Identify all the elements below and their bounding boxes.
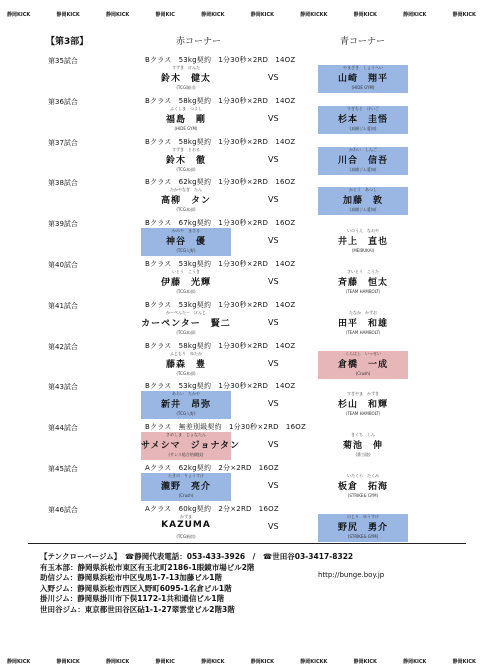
red-corner-heading: 赤コーナー	[176, 37, 222, 47]
strip-label: 静岡KICK	[7, 659, 31, 665]
fighter-furigana: かみや まさる	[172, 228, 200, 234]
fighter-furigana: すぎやま かずき	[347, 391, 379, 397]
fighter-name: 杉山 和輝	[337, 400, 388, 411]
bout-number: 第46試合	[48, 505, 78, 514]
blue-fighter	[318, 147, 408, 175]
strip-label: 静岡KICKK	[300, 12, 328, 18]
fighter-gym: (番当陸)	[355, 452, 371, 458]
blue-fighter	[318, 310, 408, 338]
bout-number: 第36試合	[48, 97, 78, 106]
bout-row	[0, 421, 480, 462]
footer-contact	[40, 552, 460, 615]
part-label: 【第3部】	[46, 37, 89, 47]
fighter-gym: (HIDE GYM)	[351, 85, 375, 90]
fighter-gym: (真樹ジム愛知)	[349, 125, 377, 131]
bout-number: 第39試合	[48, 220, 78, 229]
fighter-name: KAZUMA	[161, 519, 211, 530]
fighter-furigana: たかやなぎ たん	[170, 187, 202, 193]
strip-label: 静岡KICK	[201, 659, 225, 665]
blue-fighter	[318, 65, 408, 93]
fighter-furigana: たなか かずお	[349, 309, 377, 315]
strip-label: 静岡KICK	[201, 12, 225, 18]
bout-number: 第44試合	[48, 424, 78, 433]
vs-label: VS	[268, 358, 279, 368]
fighter-gym: (TCG入野)	[176, 411, 196, 417]
blue-fighter	[318, 269, 408, 297]
blue-fighter	[318, 514, 408, 542]
bout-number: 第38試合	[48, 179, 78, 188]
red-fighter	[141, 432, 241, 460]
fighter-gym: (TCG本部)	[176, 166, 196, 172]
strip-label: 静岡KICK	[452, 659, 476, 665]
fighter-furigana: かわい しんご	[349, 146, 377, 152]
fighter-furigana: かとう あつし	[349, 187, 377, 193]
fighter-name: 菊池 伸	[342, 441, 383, 452]
red-fighter	[141, 65, 231, 93]
strip-label: 静岡KICK	[106, 12, 130, 18]
strip-label: 静岡KICK	[250, 12, 274, 18]
fighter-gym: (真樹ジム愛知)	[349, 166, 377, 172]
fighter-gym: (Crush)	[178, 493, 194, 498]
strip-label: 静岡KICK	[106, 659, 130, 665]
fighter-furigana: すずき とおる	[171, 146, 201, 152]
strip-label: 静岡KICK	[56, 659, 80, 665]
bout-row	[0, 176, 480, 217]
fighter-name: 板倉 拓海	[337, 482, 388, 492]
blue-fighter	[318, 473, 408, 501]
fighter-furigana: いとう こうき	[172, 269, 200, 274]
vs-label: VS	[268, 195, 279, 205]
fighter-furigana: かずま	[180, 513, 192, 519]
blue-fighter	[318, 351, 408, 379]
fighter-furigana: ふじもり ゆたか	[170, 350, 202, 356]
bout-rule: Bクラス 53kg契約 1分30秒×2RD 14OZ	[145, 382, 296, 391]
fighter-gym: (STRIKE& GYM)	[347, 533, 379, 539]
vs-label: VS	[268, 521, 279, 531]
red-fighter	[141, 351, 231, 379]
bout-row	[0, 95, 480, 136]
bout-rule: Bクラス 53kg契約 1分30秒×2RD 14OZ	[145, 300, 296, 309]
red-fighter	[141, 391, 231, 419]
fighter-gym: (HIDE GYM)	[174, 125, 198, 131]
fighter-name: 田平 和雄	[337, 318, 388, 329]
bout-number: 第41試合	[48, 301, 78, 310]
bout-number: 第45試合	[48, 465, 78, 473]
fighter-gym: (TCG新宿)	[176, 533, 196, 539]
strip-label: 静岡KICK	[353, 12, 377, 18]
bout-rule: Bクラス 53kg契約 1分30秒×2RD 14OZ	[145, 56, 296, 64]
blue-fighter	[318, 106, 408, 134]
bout-number: 第37試合	[48, 138, 78, 147]
vs-label: VS	[268, 481, 279, 490]
fighter-name: 高柳 タン	[160, 196, 211, 207]
fighter-gym: (TEAM HAMBOLT)	[345, 329, 381, 335]
fighter-furigana: さいとう こうた	[347, 269, 379, 274]
fighter-name: 倉橋 一成	[337, 359, 388, 370]
fighter-furigana: やまざき しょうへい	[343, 65, 383, 70]
fighter-name: サメシマ ジョナタン	[141, 441, 241, 452]
strip-label: 静岡KIC	[155, 659, 175, 665]
fighter-name: 新井 昂弥	[160, 400, 211, 411]
fighter-gym: (STRIKE& GYM)	[347, 493, 379, 498]
bout-row	[0, 54, 480, 95]
fighter-furigana: すぎもと けいご	[347, 105, 379, 111]
bout-rule: Aクラス 62kg契約 2分×2RD 16OZ	[145, 464, 279, 472]
fighter-gym: (TCG本部)	[176, 370, 196, 376]
fighter-name: 福島 剛	[165, 114, 206, 125]
fighter-gym: (TCG本部)	[176, 329, 196, 335]
bout-rule: Bクラス 67kg契約 1分30秒×2RD 16OZ	[145, 219, 296, 228]
fighter-gym: (TCG湖川)	[176, 85, 196, 90]
fighter-gym: (Crush)	[355, 370, 371, 376]
red-fighter	[141, 514, 231, 542]
blue-corner-heading: 青コーナー	[340, 37, 386, 47]
strip-label: 静岡KICKK	[300, 659, 328, 665]
footer-address-irino: 入野ジム：静岡県浜松市西区入野町6095-1名倉ビル1階	[40, 583, 232, 593]
fighter-gym: (サレス総合格闘技)	[168, 452, 204, 458]
fighter-furigana: いのうえ なおや	[347, 228, 379, 234]
strip-label: 静岡KICK	[403, 12, 427, 18]
footer-address-setagaya: 世田谷ジム：東京都世田谷区砧1-1-27翠雲堂ビル2階3階	[40, 604, 235, 614]
fighter-gym: (TCG本部)	[176, 289, 196, 294]
fighter-furigana: あらい たかや	[172, 391, 200, 397]
bout-number: 第42試合	[48, 342, 78, 351]
bout-row	[0, 340, 480, 381]
bout-row	[0, 380, 480, 421]
fighter-furigana: きくち しん	[351, 432, 375, 438]
bout-row	[0, 462, 480, 503]
fighter-name: 神谷 優	[165, 237, 206, 248]
footer-address-kakegawa: 掛川ジム：静岡県掛川市下俣1172-1共和通信ビル1階	[40, 594, 225, 603]
fighter-furigana: かーぺんたー けんじ	[166, 309, 206, 315]
red-fighter	[141, 310, 231, 338]
bout-rule: Bクラス 62kg契約 1分30秒×2RD 16OZ	[145, 178, 296, 187]
red-fighter	[141, 187, 231, 215]
blue-fighter	[318, 432, 408, 460]
blue-fighter	[318, 228, 408, 256]
red-fighter	[141, 147, 231, 175]
fighter-gym: (TCG入野)	[176, 248, 196, 254]
vs-label: VS	[268, 440, 279, 450]
website-url[interactable]: http://bunge.boy.jp	[318, 571, 385, 579]
red-fighter	[141, 473, 231, 501]
red-fighter	[141, 228, 231, 256]
strip-label: 静岡KICK	[56, 12, 80, 18]
fighter-name: カーペンター 賢二	[141, 318, 231, 329]
bout-rule: Bクラス 58kg契約 1分30秒×2RD 14OZ	[145, 96, 296, 105]
bout-row	[0, 217, 480, 258]
fighter-name: 藤森 豊	[165, 359, 206, 370]
bout-row	[0, 299, 480, 340]
fighter-name: 加藤 敦	[342, 196, 383, 207]
fighter-name: 斉藤 恒太	[337, 278, 388, 288]
fighter-furigana: すずき けんた	[171, 65, 201, 70]
bout-rule: Bクラス 53kg契約 1分30秒×2RD 14OZ	[145, 260, 296, 268]
fighter-furigana: くらはし いっせい	[345, 350, 381, 356]
vs-label: VS	[268, 317, 279, 327]
footer-address-sukenobu: 助信ジム：静岡県浜松市中区曳馬1-7-13加藤ビル1階	[40, 573, 223, 582]
bout-rule: Bクラス 58kg契約 1分30秒×2RD 14OZ	[145, 341, 296, 350]
fighter-furigana: いたくら たくみ	[347, 473, 379, 478]
bout-number: 第43試合	[48, 383, 78, 392]
vs-label: VS	[268, 277, 279, 286]
strip-label: 静岡KIC	[155, 12, 175, 18]
footer-title-phone: 【テンクローバージム】 ☎静岡代表電話：053-433-3926 / ☎世田谷03-3417-8322	[40, 552, 354, 561]
fighter-furigana: のじり ゆうすけ	[347, 513, 379, 519]
divider	[28, 543, 466, 544]
fighter-name: 野尻 勇介	[337, 522, 388, 533]
vs-label: VS	[268, 399, 279, 409]
footer-address-honbu: 有玉本部：静岡県浜松市東区有玉北町2186-1眼鏡市場ビル2階	[40, 562, 255, 572]
strip-label: 静岡KICK	[403, 659, 427, 665]
fighter-name: 伊藤 光輝	[160, 278, 211, 288]
fighter-gym: (TCG本部)	[176, 207, 196, 213]
bout-row	[0, 136, 480, 177]
strip-label: 静岡KICK	[250, 659, 274, 665]
bout-rule: Bクラス 58kg契約 1分30秒×2RD 14OZ	[145, 137, 296, 146]
blue-fighter	[318, 187, 408, 215]
vs-label: VS	[268, 154, 279, 164]
fighter-name: 井上 直也	[337, 237, 388, 248]
fighter-furigana: さめしま じょなたん	[166, 432, 206, 438]
fighter-name: 山崎 翔平	[337, 74, 388, 84]
fighter-gym: (真樹ジム愛知)	[349, 207, 377, 213]
fighter-name: 瀧野 亮介	[160, 482, 211, 492]
strip-label: 静岡KICK	[7, 12, 31, 18]
fighter-furigana: ふくしま つよし	[170, 105, 202, 111]
fighter-name: 鈴木 徹	[165, 155, 206, 166]
fighter-gym: (TEAM HAMBOLT)	[345, 289, 381, 294]
strip-label: 静岡KICK	[353, 659, 377, 665]
vs-label: VS	[268, 236, 279, 246]
red-fighter	[141, 269, 231, 297]
bottom-repeat-strip	[0, 658, 480, 670]
bout-number: 第40試合	[48, 261, 78, 269]
fighter-gym: (TEAM HAMBOLT)	[345, 411, 381, 417]
bout-number: 第35試合	[48, 57, 78, 65]
vs-label: VS	[268, 113, 279, 123]
top-repeat-strip	[0, 11, 480, 23]
vs-label: VS	[268, 73, 279, 82]
blue-fighter	[318, 391, 408, 419]
bout-row	[0, 503, 480, 544]
bout-row	[0, 258, 480, 299]
fighter-furigana: たきの りょうすけ	[168, 473, 204, 478]
bout-rule: Aクラス 60kg契約 2分×2RD 16OZ	[145, 504, 279, 513]
strip-label: 静岡KICK	[452, 12, 476, 18]
bout-rule: Bクラス 無差別級契約 1分30秒×2RD 16OZ	[145, 423, 306, 432]
fighter-name: 鈴木 健太	[160, 74, 211, 84]
red-fighter	[141, 106, 231, 134]
fighter-name: 川合 信吾	[337, 155, 388, 166]
fighter-name: 杉本 圭悟	[337, 114, 388, 125]
fighter-gym: (MEIBUKAI)	[351, 248, 375, 254]
